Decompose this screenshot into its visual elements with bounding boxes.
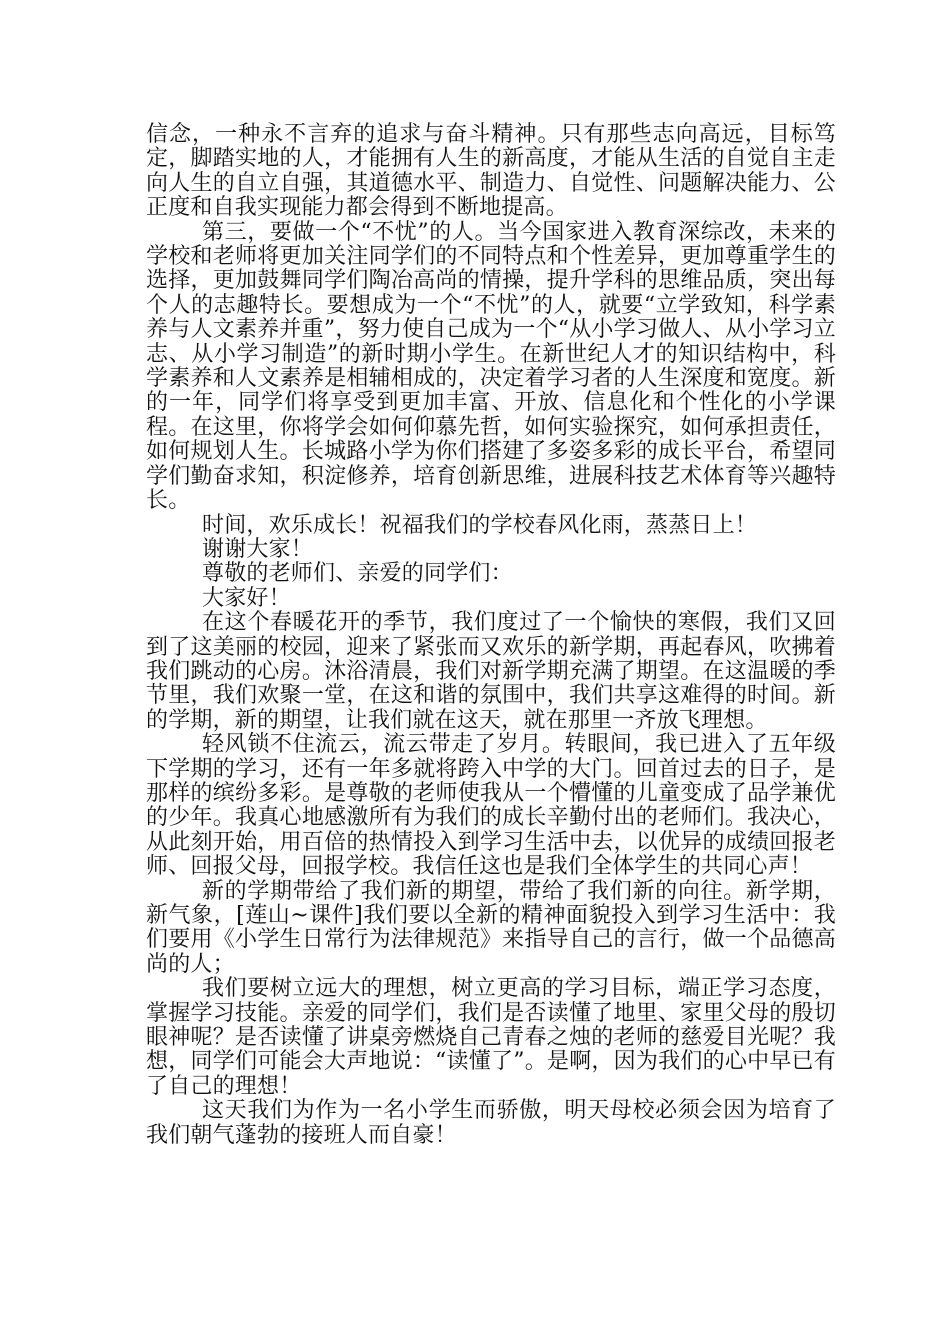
paragraph-8: 轻风锁不住流云，流云带走了岁月。转眼间，我已进入了五年级下学期的学习，还有一年多就将跨入中学的大门。回首过去的日子，是那样的缤纷多彩。是尊敬的老师使我从一个懵懂的儿童变成了品学兼优的少年。我真心地感激所有为我们的成长辛勤付出的老师们。我决心，从此刻开始，用百倍的热情投入到学习生活中去，以优异的成绩回报老师、回报父母，回报学校。我信任这也是我们全体学生的共同心声！ [146, 732, 836, 880]
paragraph-5: 尊敬的老师们、亲爱的同学们： [202, 561, 513, 587]
paragraph-7: 在这个春暖花开的季节，我们度过了一个愉快的寒假，我们又回到了这美丽的校园，迎来了紧张而又欢乐的新学期，再起春风，吹拂着我们跳动的心房。沐浴清晨，我们对新学期充满了期望。在这温暖的季节里，我们欢聚一堂，在这和谐的氛围中，我们共享这难得的时间。新的学期，新的期望，让我们就在这天，就在那里一齐放飞理想。 [146, 610, 836, 733]
paragraph-3: 时间，欢乐成长！祝福我们的学校春风化雨，蒸蒸日上！ [202, 512, 758, 538]
paragraph-6: 大家好！ [202, 585, 291, 611]
paragraph-4: 谢谢大家！ [202, 536, 314, 562]
paragraph-9: 新的学期带给了我们新的期望，带给了我们新的向往。新学期，新气象，[莲山~课件]我们要以全新的精神面貌投入到学习生活中：我们要用《小学生日常行为法律规范》来指导自己的言行，做一个品德高尚的人； [146, 878, 836, 977]
paragraph-11: 这天我们为作为一名小学生而骄傲，明天母校必须会因为培育了我们朝气蓬勃的接班人而自豪！ [146, 1098, 836, 1148]
paragraph-2: 第三，要做一个“不忧”的人。当今国家进入教育深综改，未来的学校和老师将更加关注同学们的不同特点和个性差异，更加尊重学生的选择，更加鼓舞同学们陶冶高尚的情操，提升学科的思维品质，突出每个人的志趣特长。要想成为一个“不忧”的人，就要“立学致知，科学素养与人文素养并重”，努力使自己成为一个“从小学习做人、从小学习立志、从小学习制造”的新时期小学生。在新世纪人才的知识结构中，科学素养和人文素养是相辅相成的，决定着学习者的人生深度和宽度。新的一年，同学们将享受到更加丰富、开放、信息化和个性化的小学课程。在这里，你将学会如何仰慕先哲，如何实验探究，如何承担责任，如何规划人生。长城路小学为你们搭建了多姿多彩的成长平台，希望同学们勤奋求知，积淀修养，培育创新思维，进展科技艺术体育等兴趣特长。 [146, 219, 836, 514]
document-page [146, 123, 836, 1148]
paragraph-10: 我们要树立远大的理想，树立更高的学习目标，端正学习态度，掌握学习技能。亲爱的同学们，我们是否读懂了地里、家里父母的殷切眼神呢？是否读懂了讲桌旁燃烧自己青春之烛的老师的慈爱目光呢？我想，同学们可能会大声地说：“读懂了”。是啊，因为我们的心中早已有了自己的理想！ [146, 976, 836, 1099]
paragraph-1: 信念，一种永不言弃的追求与奋斗精神。只有那些志向高远，目标笃定，脚踏实地的人，才能拥有人生的新高度，才能从生活的自觉自主走向人生的自立自强，其道德水平、制造力、自觉性、问题解决能力、公正度和自我实现能力都会得到不断地提高。 [146, 122, 836, 221]
